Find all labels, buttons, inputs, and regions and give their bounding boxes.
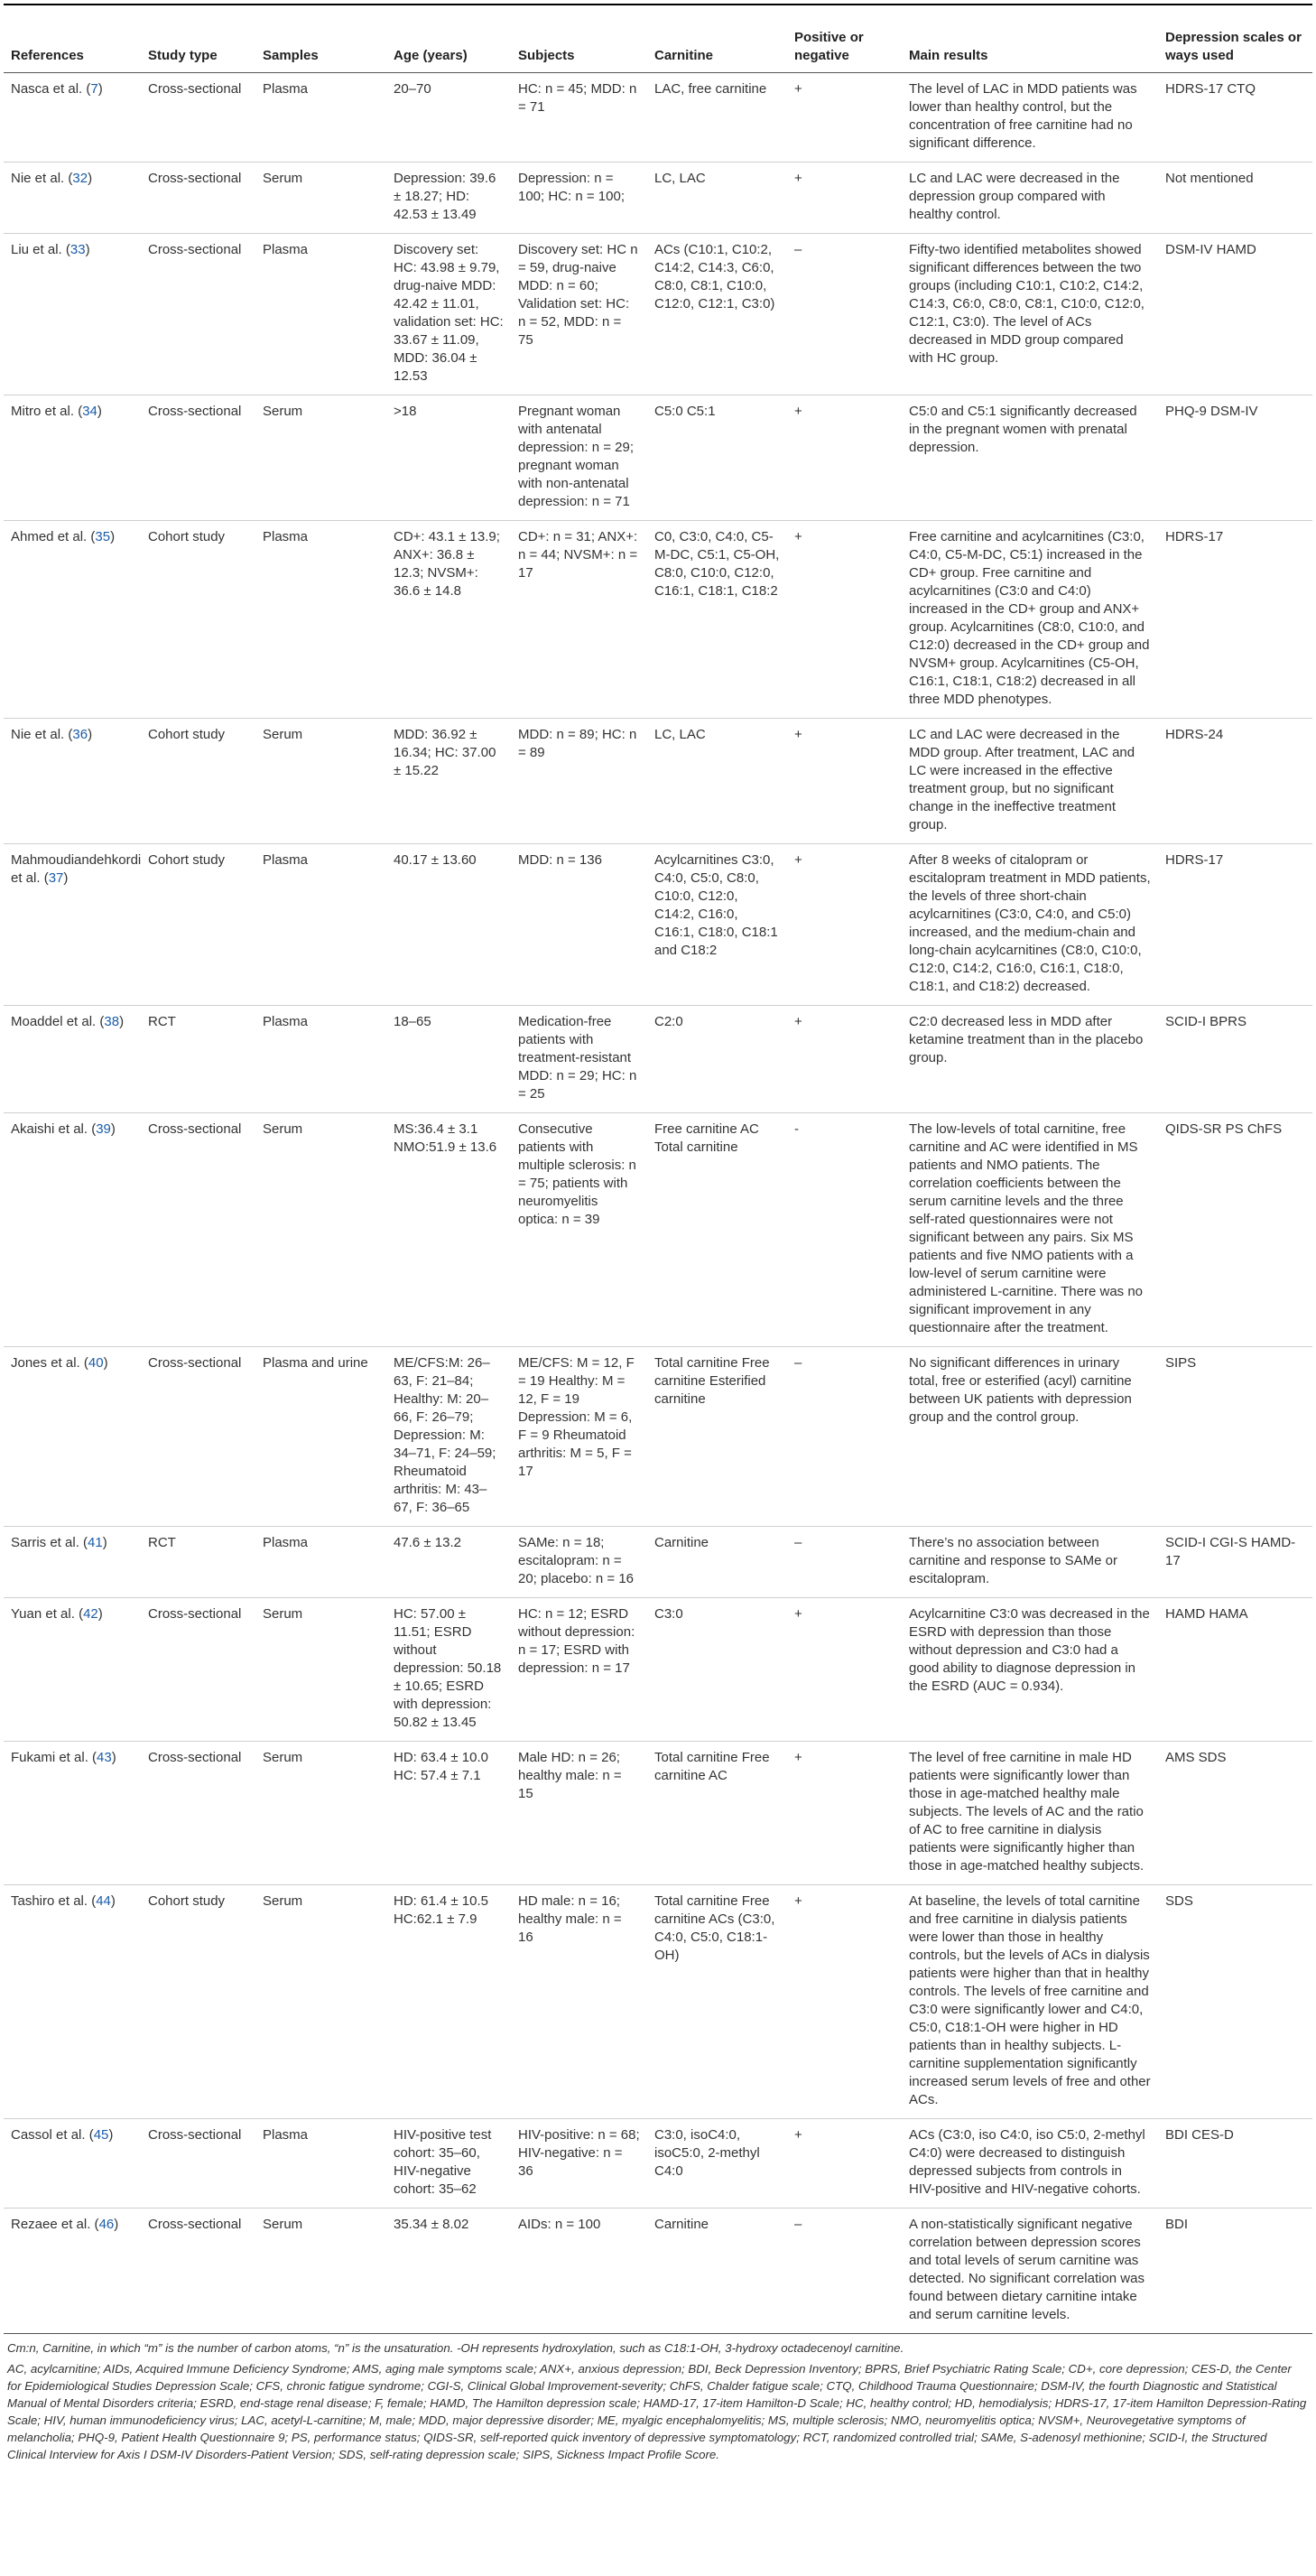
age-cell: Depression: 39.6 ± 18.27; HD: 42.53 ± 13.49 (386, 163, 511, 234)
carnitine-cell: C2:0 (647, 1006, 787, 1113)
main-results-cell: After 8 weeks of citalopram or escitalopram treatment in MDD patients, the levels of three short-chain acylcarnitines (C3:0, C4:0, and C5:0) increased, and the medium-chain and long-chain acylcarnitines (C8:0, C10:0, C12:0, C14:2, C16:0, C16:1, C18:0, C18:1, and C18:2) decreased. (902, 844, 1158, 1006)
sign-cell: + (787, 1598, 902, 1742)
table-row (4, 521, 1312, 719)
main-results-cell: The level of LAC in MDD patients was lower than healthy control, but the concentration of free carnitine had no significant difference. (902, 73, 1158, 163)
table-row (4, 73, 1312, 163)
main-results-cell: LC and LAC were decreased in the depression group compared with healthy control. (902, 163, 1158, 234)
sign-cell: + (787, 73, 902, 163)
citation-paren: ( (61, 242, 70, 257)
samples-cell: Plasma (255, 844, 386, 1006)
col-header: Carnitine (647, 5, 787, 73)
carnitine-cell: C3:0, isoC4:0, isoC5:0, 2-methyl C4:0 (647, 2119, 787, 2209)
author-name: Cassol et al. (11, 2127, 86, 2143)
depression-scales-cell: HDRS-17 (1158, 844, 1312, 1006)
reference-cell (4, 1347, 141, 1527)
reference-cell (4, 1527, 141, 1598)
citation-link[interactable]: 45 (93, 2127, 109, 2143)
depression-scales-cell: BDI CES-D (1158, 2119, 1312, 2209)
citation-paren: ( (90, 2217, 99, 2232)
citation-paren: ) (97, 1606, 103, 1622)
samples-cell: Serum (255, 395, 386, 521)
carnitine-cell: C5:0 C5:1 (647, 395, 787, 521)
carnitine-cell: Total carnitine Free carnitine AC (647, 1742, 787, 1885)
depression-scales-cell: SDS (1158, 1885, 1312, 2119)
citation-link[interactable]: 7 (90, 81, 98, 97)
citation-link[interactable]: 35 (95, 529, 111, 544)
study-type-cell: RCT (141, 1006, 255, 1113)
age-cell: 35.34 ± 8.02 (386, 2209, 511, 2334)
table-row (4, 163, 1312, 234)
samples-cell: Serum (255, 1113, 386, 1347)
citation-paren: ( (82, 81, 91, 97)
depression-scales-cell: SCID-I BPRS (1158, 1006, 1312, 1113)
carnitine-cell: Total carnitine Free carnitine Esterified carnitine (647, 1347, 787, 1527)
author-name: Fukami et al. (11, 1750, 88, 1765)
author-name: Liu et al. (11, 242, 62, 257)
carnitine-cell: Free carnitine AC Total carnitine (647, 1113, 787, 1347)
main-results-cell: LC and LAC were decreased in the MDD group. After treatment, LAC and LC were increased in the effective treatment group, but no significant change in the ineffective treatment group. (902, 719, 1158, 844)
citation-paren: ) (97, 81, 103, 97)
citation-paren: ) (114, 2217, 119, 2232)
depression-scales-cell: HDRS-17 CTQ (1158, 73, 1312, 163)
samples-cell: Serum (255, 1598, 386, 1742)
citation-paren: ) (119, 1014, 125, 1029)
subjects-cell: MDD: n = 136 (511, 844, 647, 1006)
table-row (4, 1885, 1312, 2119)
carnitine-cell: Acylcarnitines C3:0, C4:0, C5:0, C8:0, C10:0, C12:0, C14:2, C16:0, C16:1, C18:0, C18:1 and C18:2 (647, 844, 787, 1006)
age-cell: HIV-positive test cohort: 35–60, HIV-negative cohort: 35–62 (386, 2119, 511, 2209)
main-results-cell: ACs (C3:0, iso C4:0, iso C5:0, 2-methyl C4:0) were decreased to distinguish depressed subjects from controls in HIV-positive and HIV-negative cohorts. (902, 2119, 1158, 2209)
citation-link[interactable]: 38 (104, 1014, 120, 1029)
citation-paren: ( (88, 1121, 97, 1137)
samples-cell: Serum (255, 1742, 386, 1885)
citation-paren: ( (88, 1893, 97, 1909)
main-results-cell: Free carnitine and acylcarnitines (C3:0, C4:0, C5-M-DC, C5:1) increased in the CD+ group. Free carnitine and acylcarnitines (C3:0 and C4:0) increased in the CD+ group and ANX+ group. Acylcarnitines (C8:0, C10:0, and C12:0) decreased in the CD+ group and NVSM+ group. Acylcarnitines (C5-OH, C16:1, C18:1, C18:2) decreased in all three MDD phenotypes. (902, 521, 1158, 719)
author-name: Ahmed et al. (11, 529, 88, 544)
subjects-cell: Pregnant woman with antenatal depression: n = 29; pregnant woman with non-antenatal depression: n = 71 (511, 395, 647, 521)
main-results-cell: There’s no association between carnitine and response to SAMe or escitalopram. (902, 1527, 1158, 1598)
sign-cell: – (787, 1347, 902, 1527)
depression-scales-cell: HDRS-17 (1158, 521, 1312, 719)
author-name: Rezaee et al. (11, 2217, 91, 2232)
col-header: References (4, 5, 141, 73)
table-row (4, 2119, 1312, 2209)
reference-cell (4, 1598, 141, 1742)
age-cell: >18 (386, 395, 511, 521)
sign-cell: – (787, 234, 902, 395)
author-name: Nie et al. (11, 171, 65, 186)
table-row (4, 1742, 1312, 1885)
citation-paren: ( (74, 1606, 84, 1622)
citation-paren: ) (88, 171, 93, 186)
citation-paren: ( (96, 1014, 105, 1029)
author-name: Mahmoudiandehkordi et al. (11, 852, 142, 886)
table-body (4, 73, 1312, 2334)
subjects-cell: AIDs: n = 100 (511, 2209, 647, 2334)
main-results-cell: The low-levels of total carnitine, free carnitine and AC were identified in MS patients and NMO patients. The correlation coefficients between the serum carnitine levels and the three self-rated questionnaires were not significant between any pairs. Six MS patients and five NMO patients with a low-level of serum carnitine were administered L-carnitine. There was no significant improvement in any questionnaire after the treatment. (902, 1113, 1158, 1347)
table-row (4, 395, 1312, 521)
main-results-cell: C5:0 and C5:1 significantly decreased in the pregnant women with prenatal depression. (902, 395, 1158, 521)
col-header: Depression scales or ways used (1158, 5, 1312, 73)
samples-cell: Plasma (255, 1527, 386, 1598)
depression-scales-cell: SIPS (1158, 1347, 1312, 1527)
citation-paren: ( (79, 1355, 88, 1371)
citation-paren: ( (64, 171, 73, 186)
carnitine-cell: LC, LAC (647, 163, 787, 234)
reference-cell (4, 395, 141, 521)
subjects-cell: CD+: n = 31; ANX+: n = 44; NVSM+: n = 17 (511, 521, 647, 719)
reference-cell (4, 844, 141, 1006)
study-type-cell: Cross-sectional (141, 2209, 255, 2334)
subjects-cell: SAMe: n = 18; escitalopram: n = 20; placebo: n = 16 (511, 1527, 647, 1598)
study-type-cell: Cohort study (141, 1885, 255, 2119)
age-cell: HD: 61.4 ± 10.5 HC:62.1 ± 7.9 (386, 1885, 511, 2119)
table-row (4, 719, 1312, 844)
study-type-cell: Cohort study (141, 719, 255, 844)
study-type-cell: Cross-sectional (141, 2119, 255, 2209)
sign-cell: + (787, 521, 902, 719)
citation-link[interactable]: 44 (96, 1893, 111, 1909)
age-cell: 40.17 ± 13.60 (386, 844, 511, 1006)
footnote-abbreviations: AC, acylcarnitine; AIDs, Acquired Immune Deficiency Syndrome; AMS, aging male symptoms scale; ANX+, anxious depression; BDI, Beck Depression Inventory; BPRS, Brief Psychiatric Rating Scale; CD+, core depression; CES-D, the Center for Epidemiological Studies Depression Scale; CFS, chronic fatigue syndrome; CGI-S, Clinical Global Improvement-severity; ChFS, Chalder fatigue scale; CTQ, Childhood Trauma Questionnaire; DSM-IV, the fourth Diagnostic and Statistical Manual of Mental Disorders criteria; ESRD, end-stage renal disease; F, female; HAMD, The Hamilton depression scale; HAMD-17, 17-item Hamilton-D Scale; HC, healthy control; HD, hemodialysis; HDRS-17, 17-item Hamilton Depression-Rating Scale; HIV, human immunodeficiency virus; LAC, acetyl-L-carnitine; M, male; MDD, major depressive disorder; ME, myalgic encephalomyelitis; MS, multiple sclerosis; NMO, neuromyelitis optica; NVSM+, Neurovegetative symptoms of melancholia; PHQ-9, Patient Health Questionnaire 9; PS, performance status; QIDS-SR, self-reported quick inventory of depressive symptomatology; RCT, randomized controlled trial; SAMe, S-adenosyl methionine; SCID-I, the Structured Clinical Interview for Axis I DSM-IV Disorders-Patient Version; SDS, self-rating depression scale; SIPS, Sickness Impact Profile Score. (7, 2362, 1307, 2461)
citation-paren: ) (63, 870, 69, 886)
author-name: Tashiro et al. (11, 1893, 88, 1909)
samples-cell: Serum (255, 2209, 386, 2334)
subjects-cell: HC: n = 45; MDD: n = 71 (511, 73, 647, 163)
citation-link[interactable]: 32 (72, 171, 88, 186)
subjects-cell: Depression: n = 100; HC: n = 100; (511, 163, 647, 234)
age-cell: Discovery set: HC: 43.98 ± 9.79, drug-naive MDD: 42.42 ± 11.01, validation set: HC: 33.67 ± 11.09, MDD: 36.04 ± 12.53 (386, 234, 511, 395)
citation-link[interactable]: 34 (82, 404, 97, 419)
sign-cell: + (787, 1885, 902, 2119)
age-cell: 47.6 ± 13.2 (386, 1527, 511, 1598)
age-cell: HD: 63.4 ± 10.0 HC: 57.4 ± 7.1 (386, 1742, 511, 1885)
samples-cell: Serum (255, 1885, 386, 2119)
table-row (4, 1527, 1312, 1598)
age-cell: HC: 57.00 ± 11.51; ESRD without depression: 50.18 ± 10.65; ESRD with depression: 50.82 ± 13.45 (386, 1598, 511, 1742)
col-header: Subjects (511, 5, 647, 73)
sign-cell: + (787, 844, 902, 1006)
table-row (4, 2209, 1312, 2334)
main-results-cell: Fifty-two identified metabolites showed significant differences between the two groups (including C10:1, C10:2, C14:2, C14:3, C6:0, C8:0, C8:1, C10:0, C12:0, C12:1, C3:0). The level of ACs decreased in MDD group compared with HC group. (902, 234, 1158, 395)
carnitine-cell: LC, LAC (647, 719, 787, 844)
citation-paren: ( (85, 2127, 94, 2143)
citation-paren: ) (110, 1121, 116, 1137)
sign-cell: + (787, 1742, 902, 1885)
age-cell: 18–65 (386, 1006, 511, 1113)
samples-cell: Plasma (255, 1006, 386, 1113)
subjects-cell: ME/CFS: M = 12, F = 19 Healthy: M = 12, F = 19 Depression: M = 6, F = 9 Rheumatoid arthritis: M = 5, F = 17 (511, 1347, 647, 1527)
reference-cell (4, 1885, 141, 2119)
sign-cell: – (787, 2209, 902, 2334)
subjects-cell: HIV-positive: n = 68; HIV-negative: n = 36 (511, 2119, 647, 2209)
carnitine-cell: C0, C3:0, C4:0, C5-M-DC, C5:1, C5-OH, C8:0, C10:0, C12:0, C16:1, C18:1, C18:2 (647, 521, 787, 719)
citation-link[interactable]: 40 (88, 1355, 104, 1371)
subjects-cell: HC: n = 12; ESRD without depression: n = 17; ESRD with depression: n = 17 (511, 1598, 647, 1742)
reference-cell (4, 163, 141, 234)
sign-cell: – (787, 1527, 902, 1598)
depression-scales-cell: AMS SDS (1158, 1742, 1312, 1885)
reference-cell (4, 1742, 141, 1885)
citation-paren: ( (40, 870, 49, 886)
col-header: Samples (255, 5, 386, 73)
citation-paren: ( (74, 404, 83, 419)
carnitine-cell: Carnitine (647, 1527, 787, 1598)
carnitine-cell: ACs (C10:1, C10:2, C14:2, C14:3, C6:0, C8:0, C8:1, C10:0, C12:0, C12:1, C3:0) (647, 234, 787, 395)
age-cell: ME/CFS:M: 26–63, F: 21–84; Healthy: M: 20–66, F: 26–79; Depression: M: 34–71, F: 24–59; Rheumatoid arthritis: M: 43–67, F: 36–65 (386, 1347, 511, 1527)
citation-paren: ) (110, 529, 116, 544)
citation-link[interactable]: 42 (83, 1606, 98, 1622)
sign-cell: + (787, 2119, 902, 2209)
depression-scales-cell: HDRS-24 (1158, 719, 1312, 844)
study-type-cell: Cross-sectional (141, 1742, 255, 1885)
citation-link[interactable]: 39 (96, 1121, 111, 1137)
footnote-carnitine-notation: Cm:n, Carnitine, in which “m” is the number of carbon atoms, “n” is the unsaturation. -OH represents hydroxylation, such as C18:1-OH, 3-hydroxy octadecenoyl carnitine. (7, 2341, 904, 2355)
citation-paren: ) (85, 242, 90, 257)
table-row (4, 1598, 1312, 1742)
study-type-cell: Cohort study (141, 844, 255, 1006)
carnitine-cell: Total carnitine Free carnitine ACs (C3:0, C4:0, C5:0, C18:1-OH) (647, 1885, 787, 2119)
age-cell: 20–70 (386, 73, 511, 163)
depression-scales-cell: HAMD HAMA (1158, 1598, 1312, 1742)
reference-cell (4, 719, 141, 844)
col-header: Study type (141, 5, 255, 73)
depression-scales-cell: SCID-I CGI-S HAMD-17 (1158, 1527, 1312, 1598)
reference-cell (4, 234, 141, 395)
reference-cell (4, 1113, 141, 1347)
study-type-cell: Cross-sectional (141, 1347, 255, 1527)
study-type-cell: Cross-sectional (141, 73, 255, 163)
citation-paren: ( (87, 529, 96, 544)
subjects-cell: MDD: n = 89; HC: n = 89 (511, 719, 647, 844)
results-table (4, 5, 1312, 2334)
subjects-cell: Consecutive patients with multiple sclerosis: n = 75; patients with neuromyelitis optica: n = 39 (511, 1113, 647, 1347)
carnitine-cell: Carnitine (647, 2209, 787, 2334)
samples-cell: Plasma and urine (255, 1347, 386, 1527)
carnitine-cell: LAC, free carnitine (647, 73, 787, 163)
citation-paren: ) (102, 1535, 107, 1550)
citation-paren: ) (111, 1750, 116, 1765)
citation-paren: ) (103, 1355, 108, 1371)
subjects-cell: Discovery set: HC n = 59, drug-naive MDD: n = 60; Validation set: HC: n = 52, MDD: n = 75 (511, 234, 647, 395)
citation-link[interactable]: 37 (48, 870, 64, 886)
sign-cell: - (787, 1113, 902, 1347)
study-type-cell: RCT (141, 1527, 255, 1598)
col-header: Positive or negative (787, 5, 902, 73)
author-name: Sarris et al. (11, 1535, 79, 1550)
study-type-cell: Cross-sectional (141, 163, 255, 234)
sign-cell: + (787, 719, 902, 844)
citation-link[interactable]: 43 (97, 1750, 112, 1765)
samples-cell: Plasma (255, 521, 386, 719)
subjects-cell: HD male: n = 16; healthy male: n = 16 (511, 1885, 647, 2119)
author-name: Nasca et al. (11, 81, 83, 97)
citation-paren: ( (64, 727, 73, 742)
samples-cell: Plasma (255, 73, 386, 163)
depression-scales-cell: QIDS-SR PS ChFS (1158, 1113, 1312, 1347)
table-row (4, 1113, 1312, 1347)
citation-link[interactable]: 41 (88, 1535, 103, 1550)
samples-cell: Serum (255, 719, 386, 844)
header-row (4, 5, 1312, 73)
table-footnotes (4, 2334, 1312, 2463)
main-results-cell: At baseline, the levels of total carnitine and free carnitine in dialysis patients were lower than those in healthy controls, but the levels of ACs in dialysis patients were higher than that in healthy controls. The levels of free carnitine and C3:0 were significantly lower and C4:0, C5:0, C18:1-OH were higher in HD patients than in healthy subjects. L-carnitine supplementation significantly increased serum levels of free and other ACs. (902, 1885, 1158, 2119)
author-name: Mitro et al. (11, 404, 75, 419)
subjects-cell: Male HD: n = 26; healthy male: n = 15 (511, 1742, 647, 1885)
depression-scales-cell: Not mentioned (1158, 163, 1312, 234)
author-name: Akaishi et al. (11, 1121, 88, 1137)
reference-cell (4, 2119, 141, 2209)
depression-scales-cell: PHQ-9 DSM-IV (1158, 395, 1312, 521)
samples-cell: Plasma (255, 2119, 386, 2209)
depression-scales-cell: DSM-IV HAMD (1158, 234, 1312, 395)
age-cell: MS:36.4 ± 3.1 NMO:51.9 ± 13.6 (386, 1113, 511, 1347)
table-row (4, 1347, 1312, 1527)
citation-link[interactable]: 36 (72, 727, 88, 742)
citation-paren: ) (88, 727, 93, 742)
reference-cell (4, 2209, 141, 2334)
age-cell: CD+: 43.1 ± 13.9; ANX+: 36.8 ± 12.3; NVSM+: 36.6 ± 14.8 (386, 521, 511, 719)
sign-cell: + (787, 395, 902, 521)
table-row (4, 844, 1312, 1006)
subjects-cell: Medication-free patients with treatment-resistant MDD: n = 29; HC: n = 25 (511, 1006, 647, 1113)
sign-cell: + (787, 163, 902, 234)
study-type-cell: Cohort study (141, 521, 255, 719)
age-cell: MDD: 36.92 ± 16.34; HC: 37.00 ± 15.22 (386, 719, 511, 844)
col-header: Main results (902, 5, 1158, 73)
study-type-cell: Cross-sectional (141, 234, 255, 395)
citation-paren: ( (88, 1750, 97, 1765)
citation-paren: ( (79, 1535, 88, 1550)
citation-link[interactable]: 46 (98, 2217, 115, 2232)
main-results-cell: No significant differences in urinary total, free or esterified (acyl) carnitine between UK patients with depression group and the control group. (902, 1347, 1158, 1527)
sign-cell: + (787, 1006, 902, 1113)
table-row (4, 1006, 1312, 1113)
main-results-cell: C2:0 decreased less in MDD after ketamine treatment than in the placebo group. (902, 1006, 1158, 1113)
author-name: Moaddel et al. (11, 1014, 97, 1029)
study-type-cell: Cross-sectional (141, 395, 255, 521)
reference-cell (4, 521, 141, 719)
table-row (4, 234, 1312, 395)
main-results-cell: Acylcarnitine C3:0 was decreased in the ESRD with depression than those without depression and C3:0 had a good ability to diagnose depression in the ESRD (AUC = 0.934). (902, 1598, 1158, 1742)
citation-link[interactable]: 33 (70, 242, 86, 257)
author-name: Jones et al. (11, 1355, 80, 1371)
carnitine-cell: C3:0 (647, 1598, 787, 1742)
col-header: Age (years) (386, 5, 511, 73)
reference-cell (4, 1006, 141, 1113)
main-results-cell: The level of free carnitine in male HD patients were significantly lower than those in age-matched healthy male subjects. The levels of AC and the ratio of AC to free carnitine in dialysis patients were significantly higher than those in age-matched healthy subjects. (902, 1742, 1158, 1885)
study-type-cell: Cross-sectional (141, 1113, 255, 1347)
citation-paren: ) (108, 2127, 114, 2143)
citation-paren: ) (110, 1893, 116, 1909)
samples-cell: Plasma (255, 234, 386, 395)
page (0, 4, 1316, 2576)
samples-cell: Serum (255, 163, 386, 234)
author-name: Yuan et al. (11, 1606, 75, 1622)
study-type-cell: Cross-sectional (141, 1598, 255, 1742)
reference-cell (4, 73, 141, 163)
author-name: Nie et al. (11, 727, 65, 742)
depression-scales-cell: BDI (1158, 2209, 1312, 2334)
main-results-cell: A non-statistically significant negative correlation between depression scores and total levels of serum carnitine was detected. No significant correlation was found between dietary carnitine intake and serum carnitine levels. (902, 2209, 1158, 2334)
citation-paren: ) (97, 404, 102, 419)
